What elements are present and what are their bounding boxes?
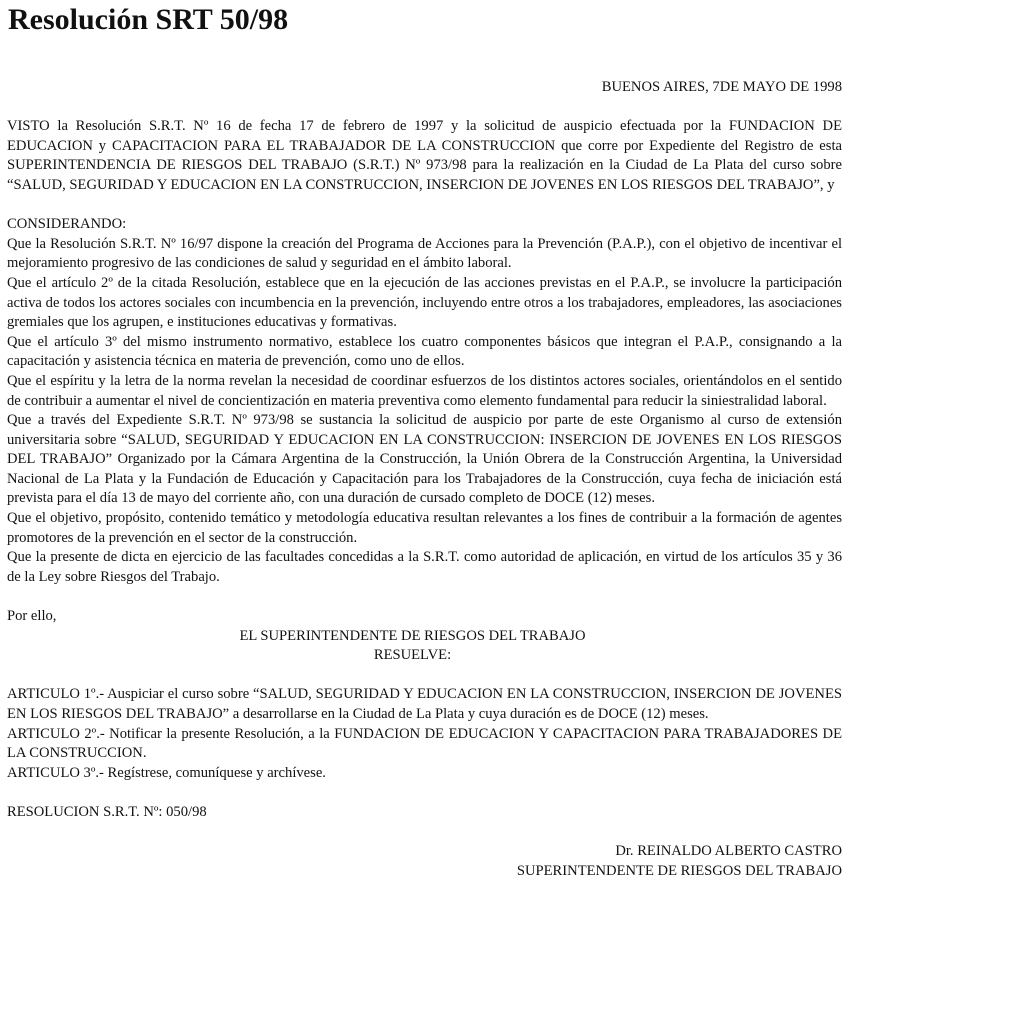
spacer	[7, 783, 842, 803]
spacer	[7, 98, 842, 118]
authority-heading: EL SUPERINTENDENTE DE RIESGOS DEL TRABAJO	[239, 627, 586, 644]
resuelve-heading: RESUELVE:	[373, 647, 452, 664]
considerando-paragraph: Que el espíritu y la letra de la norma revelan la necesidad de coordinar esfuerzos de los distintos actores sociales, orientándolos en el sentido de contribuir a aumentar el nivel de concientización en materia preventiva como elemento fundamental para reducir la siniestralidad laboral.	[7, 372, 842, 409]
considerando-paragraph: Que a través del Expediente S.R.T. Nº 973/98 se sustancia la solicitud de auspicio por parte de este Organismo al curso de extensión universitaria sobre “SALUD, SEGURIDAD Y EDUCACION EN LA CONSTRUCCION: INSERCION DE JOVENES EN LOS RIESGOS DEL TRABAJO” Organizado por la Cámara Argentina de la Construcción, la Unión Obrera de la Construcción Argentina, la Universidad Nacional de La Plata y la Fundación de Educación y Capacitación para los Trabajadores de la Construcción, cuya fecha de iniciación está prevista para el día 13 de mayo del corriente año, con una duración de cursado completo de DOCE (12) meses.	[7, 412, 842, 507]
spacer	[7, 666, 842, 686]
articulo-paragraph: ARTICULO 2º.- Notificar la presente Resolución, a la FUNDACION DE EDUCACION Y CAPACITACION PARA TRABAJADORES DE LA CONSTRUCCION.	[7, 725, 842, 762]
spacer	[7, 823, 842, 843]
resolution-number: RESOLUCION S.R.T. Nº: 050/98	[7, 803, 207, 820]
visto-paragraph: VISTO la Resolución S.R.T. Nº 16 de fecha 17 de febrero de 1997 y la solicitud de auspicio efectuada por la FUNDACION DE EDUCACION y CAPACITACION PARA EL TRABAJADOR DE LA CONSTRUCCION que corre por Expediente del Registro de esta SUPERINTENDENCIA DE RIESGOS DEL TRABAJO (S.R.T.) Nº 973/98 para la realización en la Ciudad de La Plata del curso sobre “SALUD, SEGURIDAD Y EDUCACION EN LA CONSTRUCCION, INSERCION DE JOVENES EN LOS RIESGOS DEL TRABAJO”, y	[7, 118, 842, 193]
articulo-paragraph: ARTICULO 3º.- Regístrese, comuníquese y archívese.	[7, 764, 326, 781]
spacer	[7, 196, 842, 216]
signatory-title: SUPERINTENDENTE DE RIESGOS DEL TRABAJO	[516, 862, 842, 879]
document-date: BUENOS AIRES, 7DE MAYO DE 1998	[601, 79, 842, 95]
considerando-paragraph: Que el artículo 3º del mismo instrumento normativo, establece los cuatro componentes básicos que integran el P.A.P., consignando a la capacitación y asistencia técnica en materia de prevención, como uno de ellos.	[7, 333, 842, 370]
considerando-heading: CONSIDERANDO:	[7, 216, 127, 233]
spacer	[7, 587, 842, 607]
considerando-paragraph: Que la Resolución S.R.T. Nº 16/97 dispone la creación del Programa de Acciones para la Prevención (P.A.P.), con el objetivo de incentivar el mejoramiento progresivo de las condiciones de salud y seguridad en el ámbito laboral.	[7, 235, 842, 272]
considerando-paragraph: Que el artículo 2º de la citada Resolución, establece que en la ejecución de las acciones previstas en el P.A.P., se involucre la participación activa de todos los actores sociales con incumbencia en la prevención, incluyendo entre otros a los trabajadores, empleadores, las asociaciones gremiales que los agrupen, e instituciones educativas y formativas.	[7, 274, 842, 331]
considerando-paragraph: Que el objetivo, propósito, contenido temático y metodología educativa resultan relevantes a los fines de contribuir a la formación de agentes promotores de la prevención en el sector de la construcción.	[7, 510, 842, 546]
por-ello: Por ello,	[7, 608, 57, 625]
document-body	[7, 78, 842, 881]
document-title: Resolución SRT 50/98	[8, 3, 289, 36]
signatory-name: Dr. REINALDO ALBERTO CASTRO	[615, 843, 842, 860]
considerando-paragraph: Que la presente de dicta en ejercicio de las facultades concedidas a la S.R.T. como autoridad de aplicación, en virtud de los artículos 35 y 36 de la Ley sobre Riesgos del Trabajo.	[7, 549, 842, 585]
articulo-paragraph: ARTICULO 1º.- Auspiciar el curso sobre “SALUD, SEGURIDAD Y EDUCACION EN LA CONSTRUCCION, INSERCION DE JOVENES EN LOS RIESGOS DEL TRABAJO” a desarrollarse en la Ciudad de La Plata y cuya duración es de DOCE (12) meses.	[7, 686, 842, 722]
